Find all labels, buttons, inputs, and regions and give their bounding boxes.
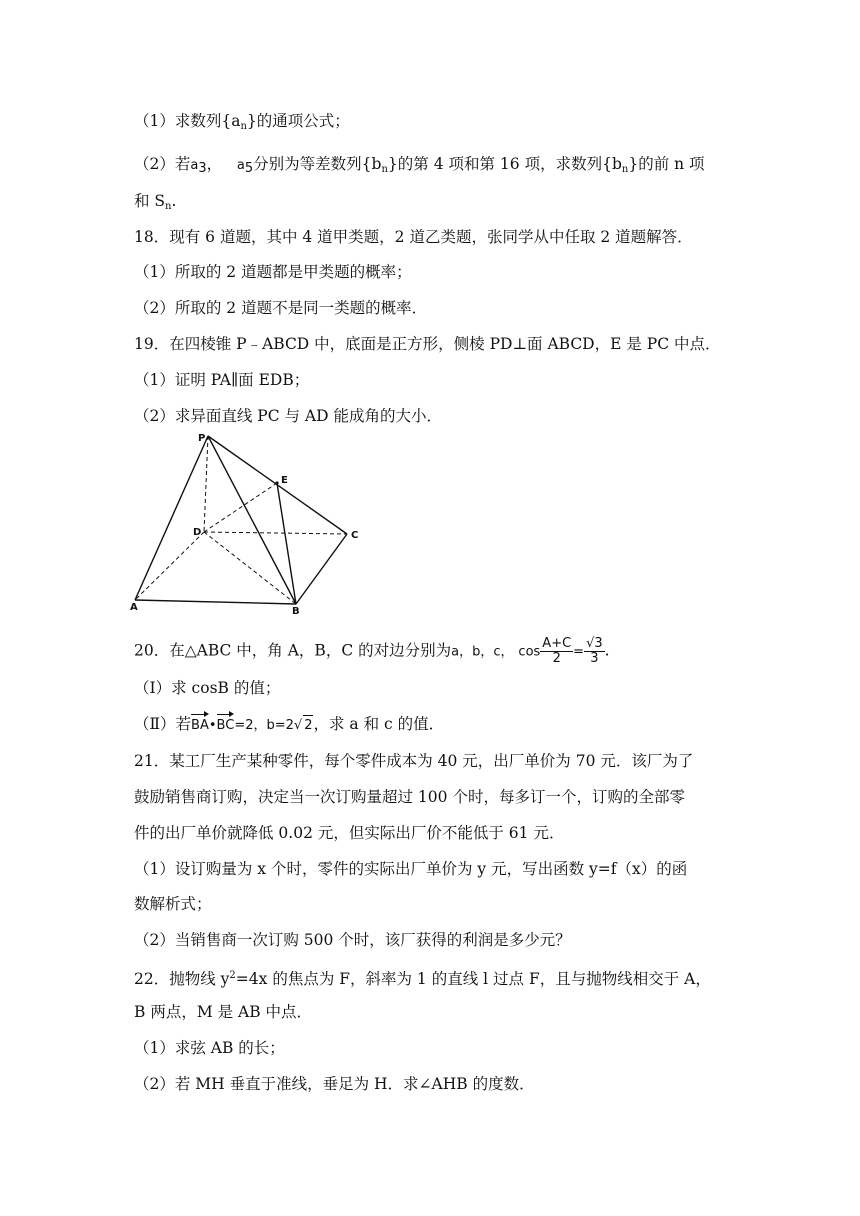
line-q22-2: B 两点，M 是 AB 中点． (134, 1003, 313, 1021)
vector-ba: BA (191, 716, 209, 736)
line-q17-1: （1）求数列$\{a_n\}$的通项公式； (134, 112, 350, 132)
line-q19-1: （1）证明 PA∥面 EDB； (134, 371, 310, 389)
edge-PD (204, 436, 208, 532)
edge-DC (204, 532, 347, 534)
line-q21-6: （2）当销售商一次订购 500 个时，该厂获得的利润是多少元？ (134, 931, 571, 949)
line-q21-2: 鼓励销售商订购，决定当一次订购量超过 100 个时，每多订一个，订购的全部零 (134, 788, 685, 806)
line-q18-2: （2）所取的 2 道题不是同一类题的概率． (134, 299, 428, 317)
label-D: D (193, 527, 202, 538)
edge-DA (135, 532, 204, 600)
line-q17-2: （2）若$a_3$， $a_5$分别为等差数列$\{b_n\}$的第 4 项和第 16 项，求数列$\{b_n\}$的前 n 项 (134, 155, 705, 176)
line-q22-3: （1）求弦 AB 的长； (134, 1039, 285, 1057)
label-A: A (130, 602, 138, 613)
edge-PA (135, 436, 208, 600)
line-q19: 19．在四棱锥 P﹣ABCD 中，底面是正方形，侧棱 PD⊥面 ABCD，E 是 PC 中点． (134, 335, 721, 353)
line-q19-2: （2）求异面直线 PC 与 AD 能成角的大小． (134, 407, 442, 425)
line-q21-3: 件的出厂单价就降低 0.02 元，但实际出厂价不能低于 61 元． (134, 824, 565, 842)
line-q22: 22．抛物线 $y^2=4x$ 的焦点为 F，斜率为 1 的直线 l 过点 F，且与抛物线相交于 A， (134, 970, 711, 988)
line-q20-2: （Ⅱ）若BA•BC=2，b=2√ 2，求 a 和 c 的值． (134, 714, 444, 736)
fraction-sqrt3-over-3: $\frac{√3}{3}$ (586, 636, 603, 666)
edge-BC (296, 534, 347, 604)
line-q18-1: （1）所取的 2 道题都是甲类题的概率； (134, 263, 412, 281)
edge-AB (135, 600, 296, 604)
line-q18: 18．现有 6 道题，其中 4 道甲类题，2 道乙类题，张同学从中任取 2 道题解答． (134, 228, 693, 246)
vector-bc: BC (217, 716, 235, 736)
label-P: P (198, 433, 206, 444)
fraction-a-plus-c: $\frac{A+C}{2}$ (542, 636, 572, 666)
line-q20: 20．在△ABC 中，角 A，B，C 的对边分别为a，b，c， cos $\frac{A+C}{2}$ = $\frac{√3}{3}$ . (134, 636, 610, 666)
edge-DE (204, 483, 277, 532)
line-q21-4: （1）设订购量为 x 个时，零件的实际出厂单价为 y 元，写出函数 y=f（x）的函 (134, 860, 688, 878)
edge-DB (204, 532, 296, 604)
label-B: B (292, 606, 300, 616)
line-q21-5: 数解析式； (134, 895, 212, 913)
label-E: E (281, 475, 288, 486)
line-q22-4: （2）若 MH 垂直于准线，垂足为 H．求∠AHB 的度数． (134, 1075, 535, 1093)
line-q17-3: 和 $S_n$. (134, 192, 177, 212)
label-C: C (351, 530, 359, 541)
line-q20-1: （Ⅰ）求 cosB 的值； (134, 679, 281, 697)
pyramid-figure (130, 428, 365, 616)
line-q21-1: 21．某工厂生产某种零件，每个零件成本为 40 元，出厂单价为 70 元．该厂为了 (134, 752, 694, 770)
